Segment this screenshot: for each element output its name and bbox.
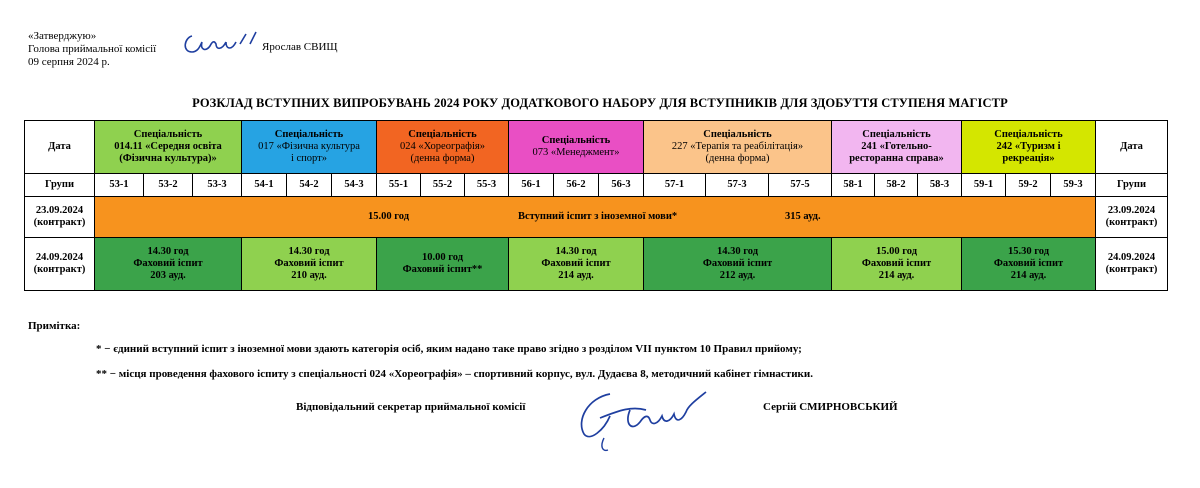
- exam-time: 15.00 год: [368, 211, 410, 222]
- exam-title: Фаховий іспит: [541, 258, 611, 269]
- note-1: * − єдиний вступний іспит з іноземної мови здають категорія осіб, яким надано таке право згідно з розділом VII пунктом 10 Правил прийому;: [96, 343, 802, 355]
- specialty-name: 014.11 «Середня освіта: [114, 141, 222, 152]
- professional-exam-241: [832, 238, 962, 291]
- exam-room: 214 ауд.: [558, 270, 594, 281]
- specialty-242: [962, 121, 1096, 174]
- group-cell: 53-1: [95, 174, 144, 197]
- approval-line-2: Голова приймальної комісії: [28, 43, 157, 55]
- notes-heading: Примітка:: [28, 320, 81, 332]
- exam-title: Фаховий іспит**: [402, 264, 483, 275]
- group-cell: 56-3: [599, 174, 644, 197]
- date-header: Дата: [25, 121, 95, 174]
- groups-header: Групи: [25, 174, 95, 197]
- exam-room: 315 ауд.: [785, 211, 821, 222]
- date-cell-right: [1096, 197, 1168, 238]
- group-cell: 57-5: [769, 174, 832, 197]
- exam-title: Вступний іспит з іноземної мови*: [518, 211, 678, 222]
- group-cell: 59-2: [1006, 174, 1051, 197]
- specialty-sub: і спорт»: [290, 153, 328, 164]
- exam-title: Фаховий іспит: [861, 258, 932, 269]
- date-value: 23.09.2024: [1107, 205, 1156, 216]
- approval-line-3: 09 серпня 2024 р.: [28, 56, 110, 68]
- exam-title: Фаховий іспит: [993, 258, 1064, 269]
- schedule-table: [24, 120, 1168, 291]
- specialty-014-11: [95, 121, 242, 174]
- professional-exam-017: [242, 238, 377, 291]
- specialty-sub: (денна форма): [705, 153, 770, 164]
- exam-room: 214 ауд.: [878, 270, 915, 281]
- specialty-name: 017 «Фізична культура: [258, 141, 360, 152]
- group-cell: 56-1: [509, 174, 554, 197]
- specialty-sub: рекреація»: [1002, 153, 1055, 164]
- group-cell: 57-3: [706, 174, 769, 197]
- date-header-right: Дата: [1096, 121, 1168, 174]
- exam-title: Фаховий іспит: [133, 258, 203, 269]
- specialty-label: Спеціальність: [703, 129, 772, 140]
- exam-room: 214 ауд.: [1010, 270, 1047, 281]
- group-cell: 54-1: [242, 174, 287, 197]
- group-cell: 54-3: [332, 174, 377, 197]
- secretary-name: Сергій СМИРНОВСЬКИЙ: [763, 401, 898, 413]
- exam-time: 15.30 год: [1007, 246, 1049, 257]
- exam-title: Фаховий іспит: [274, 258, 344, 269]
- secretary-title: Відповідальний секретар приймальної комісії: [296, 401, 526, 413]
- page-title: РОЗКЛАД ВСТУПНИХ ВИПРОБУВАНЬ 2024 РОКУ ДОДАТКОВОГО НАБОРУ ДЛЯ ВСТУПНИКІВ ДЛЯ ЗДОБУТТЯ СТУПЕНЯ МАГІСТР: [192, 96, 1008, 110]
- schedule-row-1: [25, 197, 1168, 238]
- groups-header-right: Групи: [1096, 174, 1168, 197]
- group-cell: 56-2: [554, 174, 599, 197]
- date-value: 23.09.2024: [35, 205, 84, 216]
- header-row: [25, 121, 1168, 174]
- exam-room: 212 ауд.: [719, 270, 756, 281]
- group-cell: 53-3: [193, 174, 242, 197]
- group-cell: 55-2: [421, 174, 465, 197]
- specialty-sub: ресторанна справа»: [849, 153, 944, 164]
- professional-exam-227: [644, 238, 832, 291]
- exam-time: 10.00 год: [421, 252, 463, 263]
- exam-time: 14.30 год: [147, 246, 189, 257]
- group-cell: 55-3: [465, 174, 509, 197]
- contract-note: (контракт): [1105, 264, 1158, 275]
- approval-line-1: «Затверджую»: [28, 30, 97, 42]
- specialty-sub: (Фізична культура)»: [119, 153, 217, 164]
- group-cell: 58-2: [875, 174, 918, 197]
- schedule-row-2: [25, 238, 1168, 291]
- specialty-label: Спеціальність: [994, 129, 1063, 140]
- professional-exam-014-11: [95, 238, 242, 291]
- exam-room: 210 ауд.: [291, 270, 327, 281]
- approval-block: [28, 30, 156, 69]
- exam-time: 14.30 год: [288, 246, 330, 257]
- specialty-label: Спеціальність: [408, 129, 477, 140]
- specialty-label: Спеціальність: [541, 135, 611, 146]
- specialty-name: 242 «Туризм і: [996, 141, 1061, 152]
- specialty-label: Спеціальність: [274, 129, 344, 140]
- specialty-label: Спеціальність: [133, 129, 203, 140]
- group-cell: 57-1: [644, 174, 706, 197]
- specialty-name: 241 «Готельно-: [861, 141, 932, 152]
- group-cell: 53-2: [144, 174, 193, 197]
- specialty-name: 024 «Хореографія»: [400, 141, 485, 152]
- date-cell: [25, 197, 95, 238]
- date-cell: [25, 238, 95, 291]
- group-cell: 58-3: [918, 174, 962, 197]
- exam-time: 14.30 год: [555, 246, 597, 257]
- professional-exam-024: [377, 238, 509, 291]
- foreign-language-exam-cell: [95, 197, 1096, 238]
- secretary-signature: [570, 380, 720, 460]
- group-cell: 54-2: [287, 174, 332, 197]
- exam-time: 15.00 год: [875, 246, 917, 257]
- specialty-label: Спеціальність: [862, 129, 931, 140]
- group-cell: 58-1: [832, 174, 875, 197]
- group-cell: 59-1: [962, 174, 1006, 197]
- approver-name: Ярослав СВИЩ: [262, 41, 338, 53]
- group-cell: 59-3: [1051, 174, 1096, 197]
- contract-note: (контракт): [1105, 217, 1158, 228]
- specialty-name: 227 «Терапія та реабілітація»: [671, 141, 804, 152]
- specialty-name: 073 «Менеджмент»: [532, 147, 620, 158]
- group-cell: 55-1: [377, 174, 421, 197]
- approver-signature: [180, 22, 270, 62]
- exam-title: Фаховий іспит: [702, 258, 773, 269]
- date-value: 24.09.2024: [1107, 252, 1156, 263]
- note-2: ** − місця проведення фахового іспиту з спеціальності 024 «Хореографія» – спортивний корпус, вул. Дудаєва 8, методичний кабінет гімнастики.: [96, 368, 813, 380]
- professional-exam-073: [509, 238, 644, 291]
- specialty-227: [644, 121, 832, 174]
- groups-row: [25, 174, 1168, 197]
- exam-room: 203 ауд.: [150, 270, 186, 281]
- date-cell-right: [1096, 238, 1168, 291]
- specialty-024: [377, 121, 509, 174]
- professional-exam-242: [962, 238, 1096, 291]
- specialty-sub: (денна форма): [410, 153, 475, 164]
- date-value: 24.09.2024: [35, 252, 84, 263]
- contract-note: (контракт): [33, 217, 86, 228]
- exam-time: 14.30 год: [716, 246, 758, 257]
- specialty-017: [242, 121, 377, 174]
- specialty-241: [832, 121, 962, 174]
- specialty-073: [509, 121, 644, 174]
- contract-note: (контракт): [33, 264, 86, 275]
